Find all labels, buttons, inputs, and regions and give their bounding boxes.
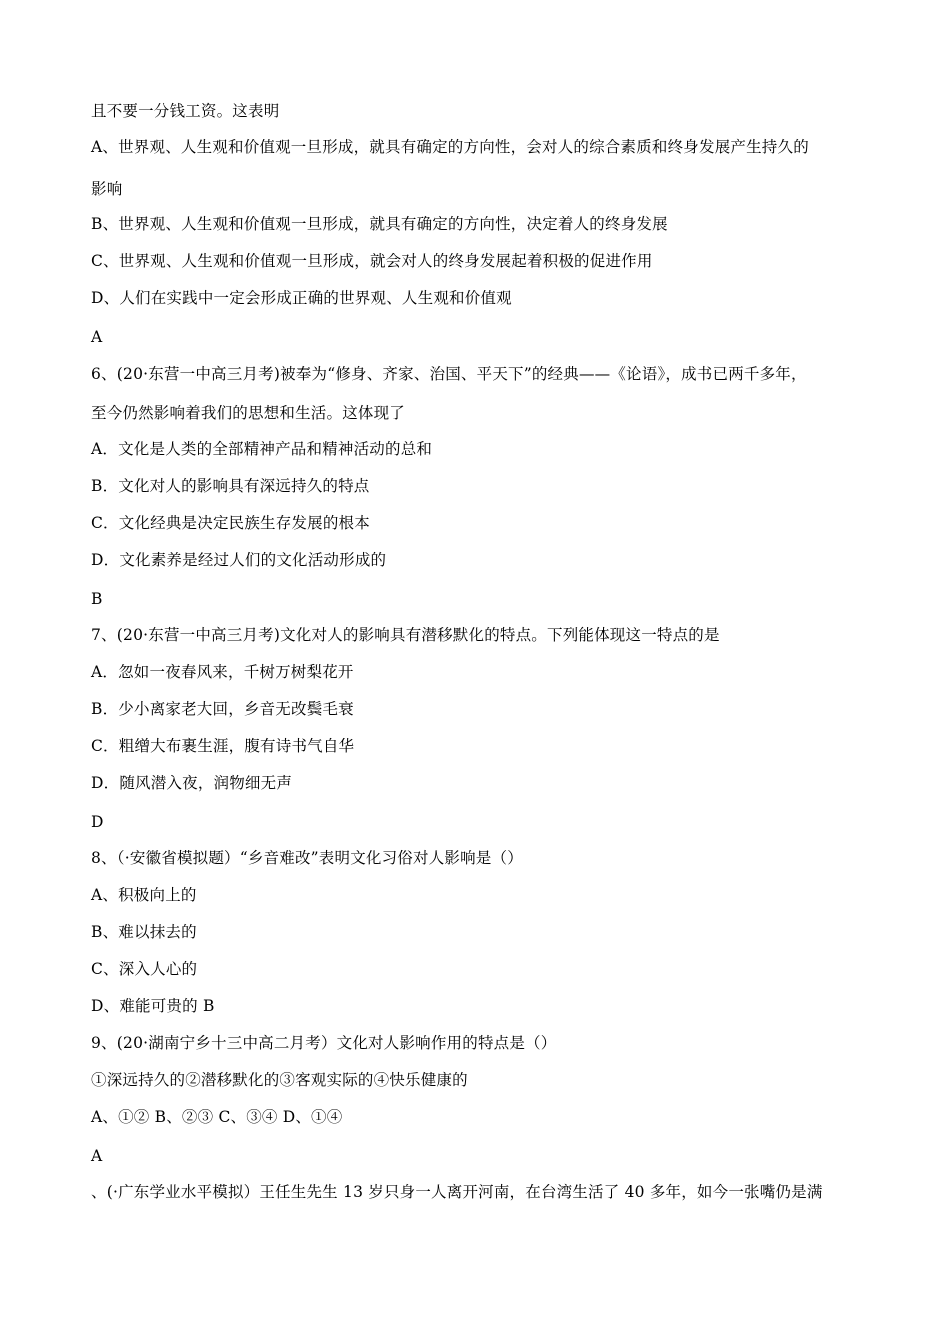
option-b: B、难以抹去的 [91,923,197,941]
question-7: 7、(20·东营一中高三月考)文化对人的影响具有潜移默化的特点。下列能体现这一特点的是 [91,626,720,644]
text-line: 影响 [91,180,123,198]
option-a: A、世界观、人生观和价值观一旦形成，就具有确定的方向性，会对人的综合素质和终身发展产生持久的 [91,138,809,156]
option-a: A、积极向上的 [91,886,197,904]
options-row: A、①② B、②③ C、③④ D、①④ [91,1108,343,1126]
option-b: B．少小离家老大回，乡音无改鬓毛衰 [91,700,354,718]
option-d: D．文化素养是经过人们的文化活动形成的 [91,551,387,569]
option-d: D．随风潜入夜，润物细无声 [91,774,293,792]
question-6: 6、(20·东营一中高三月考)被奉为“修身、齐家、治国、平天下”的经典——《论语》，成书已两千多年， [91,365,807,383]
question-8: 8、（·安徽省模拟题）“乡音难改”表明文化习俗对人影响是（） [91,849,523,867]
option-c: C、深入人心的 [91,960,198,978]
option-b: B、世界观、人生观和价值观一旦形成，就具有确定的方向性，决定着人的终身发展 [91,215,668,233]
option-d: D、人们在实践中一定会形成正确的世界观、人生观和价值观 [91,289,512,307]
option-a: A．文化是人类的全部精神产品和精神活动的总和 [91,440,433,458]
option-d: D、难能可贵的 B [91,997,215,1015]
text-line: 且不要一分钱工资。这表明 [91,102,280,120]
option-c: C、世界观、人生观和价值观一旦形成，就会对人的终身发展起着积极的促进作用 [91,252,653,270]
text-line: 至今仍然影响着我们的思想和生活。这体现了 [91,404,406,422]
answer: D [91,813,104,831]
option-c: C．文化经典是决定民族生存发展的根本 [91,514,370,532]
answer: A [91,328,103,346]
option-b: B．文化对人的影响具有深远持久的特点 [91,477,370,495]
answer: B [91,590,103,608]
option-c: C．粗缯大布裹生涯，腹有诗书气自华 [91,737,355,755]
answer: A [91,1147,103,1165]
question-9: 9、(20·湖南宁乡十三中高二月考）文化对人影响作用的特点是（） [91,1034,557,1052]
text-line: ①深远持久的②潜移默化的③客观实际的④快乐健康的 [91,1071,468,1089]
question-10: 、(·广东学业水平模拟）王任生先生 13 岁只身一人离开河南，在台湾生活了 40 多年，如今一张嘴仍是满 [91,1183,823,1201]
option-a: A．忽如一夜春风来，千树万树梨花开 [91,663,354,681]
